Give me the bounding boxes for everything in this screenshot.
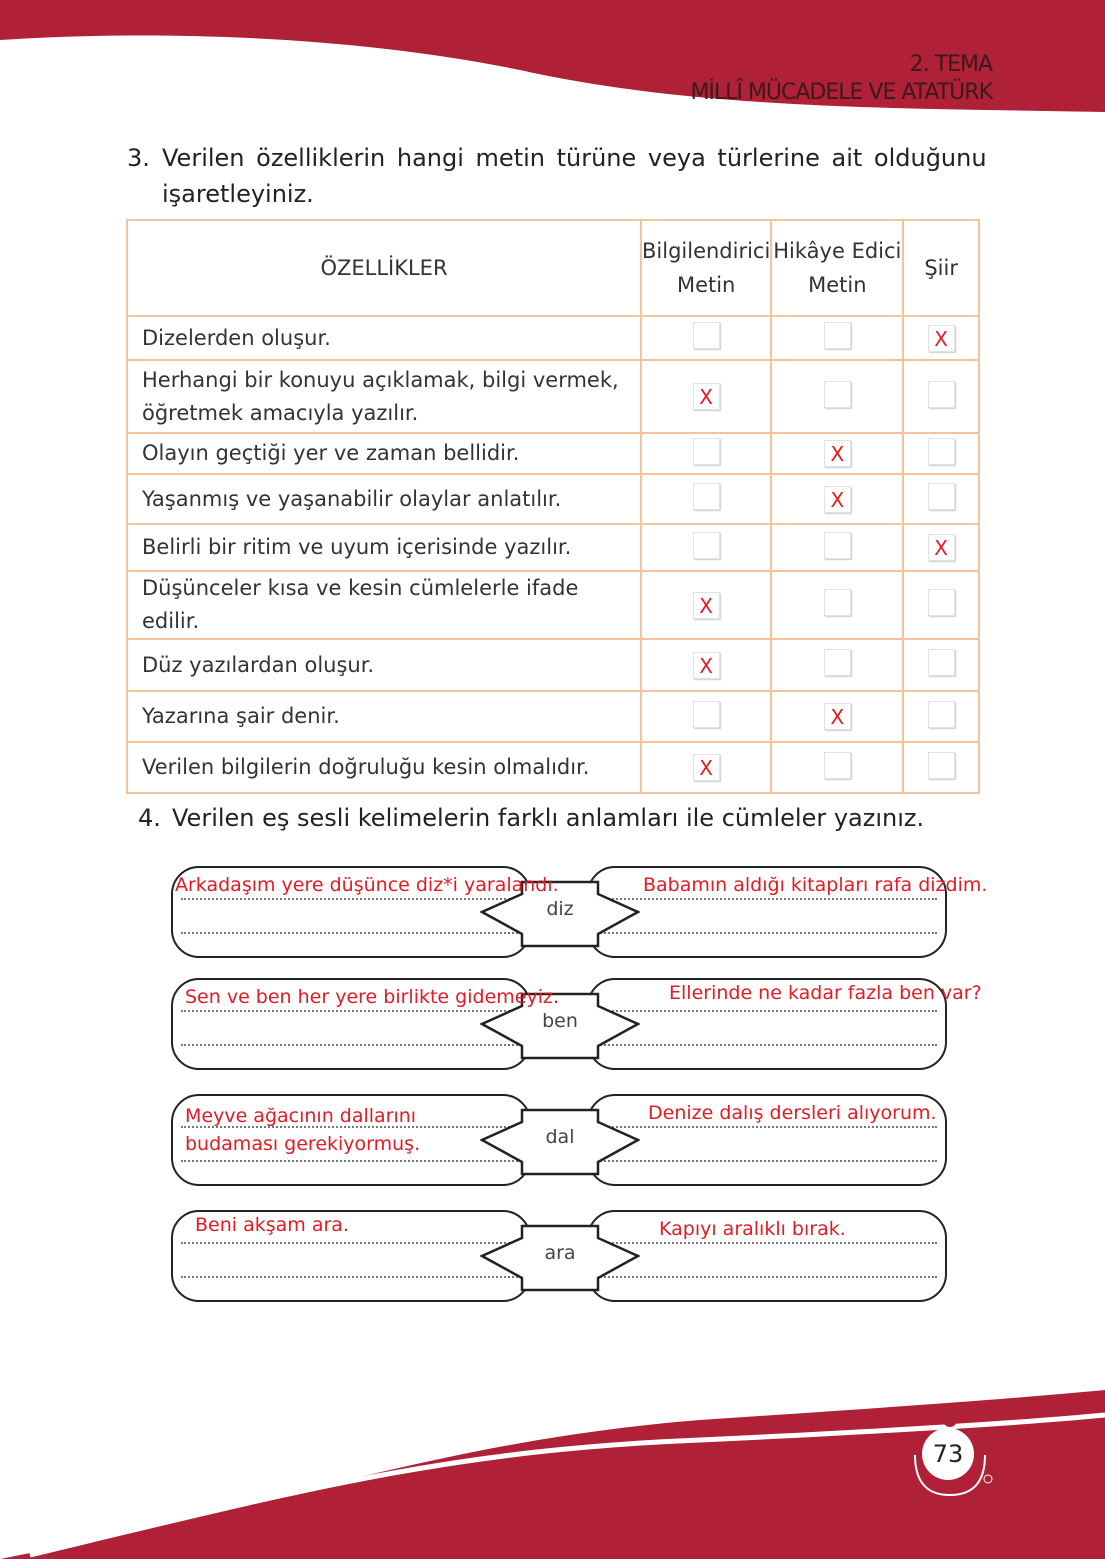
double-arrow-word: [480, 1210, 640, 1302]
homonym-word: diz: [546, 898, 574, 920]
checkbox-informative[interactable]: [693, 532, 720, 559]
right-answer: Babamın aldığı kitapları rafa dizdim.: [643, 874, 988, 896]
checkbox-poem[interactable]: [928, 483, 955, 510]
theme-title: MİLLÎ MÜCADELE VE ATATÜRK: [690, 80, 992, 105]
left-answer: Beni akşam ara.: [195, 1214, 349, 1236]
left-answer: Meyve ağacının dallarını budaması gerekiyormuş.: [185, 1105, 421, 1155]
feature-text: Yazarına şair denir.: [127, 691, 641, 742]
checkbox-informative[interactable]: X: [693, 592, 720, 619]
checkbox-narrative[interactable]: [824, 752, 851, 779]
checkbox-poem[interactable]: X: [928, 534, 955, 561]
header-features: ÖZELLİKLER: [127, 220, 641, 316]
feature-text: Dizelerden oluşur.: [127, 316, 641, 360]
checkbox-narrative[interactable]: X: [824, 703, 851, 730]
table-row: [127, 571, 979, 639]
checkbox-poem[interactable]: [928, 701, 955, 728]
right-answer: Kapıyı aralıklı bırak.: [659, 1218, 846, 1240]
checkbox-informative[interactable]: X: [693, 754, 720, 781]
feature-text: Belirli bir ritim ve uyum içerisinde yazılır.: [127, 524, 641, 571]
homonym-word: dal: [545, 1126, 575, 1148]
table-row: [127, 639, 979, 691]
feature-text: Düz yazılardan oluşur.: [127, 639, 641, 691]
header-narrative: Hikâye Edici Metin: [771, 220, 903, 316]
header-informative: Bilgilendirici Metin: [641, 220, 771, 316]
question-3-text-cont: işaretleyiniz.: [162, 180, 314, 208]
features-table: [126, 219, 980, 794]
checkbox-narrative[interactable]: [824, 589, 851, 616]
right-answer: Denize dalış dersleri alıyorum.: [648, 1102, 937, 1124]
table-row: [127, 433, 979, 474]
feature-text: Düşünceler kısa ve kesin cümlelerle ifade edilir.: [127, 571, 641, 639]
question-4-number: 4.: [138, 804, 161, 832]
homonym-word: ara: [544, 1242, 576, 1264]
checkbox-narrative[interactable]: [824, 322, 851, 349]
question-3-text: Verilen özelliklerin hangi metin türüne veya türlerine ait olduğunu: [162, 144, 987, 172]
question-4-text: Verilen eş sesli kelimelerin farklı anlamları ile cümleler yazınız.: [172, 804, 925, 832]
table-row: [127, 474, 979, 524]
right-answer: Ellerinde ne kadar fazla ben var?: [669, 982, 982, 1004]
checkbox-narrative[interactable]: [824, 649, 851, 676]
feature-text: Herhangi bir konuyu açıklamak, bilgi vermek, öğretmek amacıyla yazılır.: [127, 360, 641, 433]
checkbox-poem[interactable]: [928, 649, 955, 676]
checkbox-informative[interactable]: X: [693, 383, 720, 410]
checkbox-poem[interactable]: [928, 589, 955, 616]
feature-text: Verilen bilgilerin doğruluğu kesin olmalıdır.: [127, 742, 641, 793]
question-3-number: 3.: [127, 144, 150, 172]
checkbox-poem[interactable]: [928, 752, 955, 779]
checkbox-poem[interactable]: [928, 381, 955, 408]
header-poem: Şiir: [903, 220, 979, 316]
feature-text: Yaşanmış ve yaşanabilir olaylar anlatılır.: [127, 474, 641, 524]
checkbox-poem[interactable]: X: [928, 325, 955, 352]
table-row: [127, 742, 979, 793]
left-answer: Arkadaşım yere düşünce diz*i yaralandı.: [175, 874, 559, 896]
checkbox-narrative[interactable]: [824, 532, 851, 559]
table-row: [127, 316, 979, 360]
checkbox-informative[interactable]: [693, 701, 720, 728]
table-row: [127, 691, 979, 742]
checkbox-informative[interactable]: X: [693, 652, 720, 679]
table-row: [127, 524, 979, 571]
theme-number: 2. TEMA: [909, 52, 992, 77]
page-number-badge: 73: [922, 1428, 974, 1480]
checkbox-narrative[interactable]: X: [824, 440, 851, 467]
left-answer: Sen ve ben her yere birlikte gidemeyiz.: [185, 986, 559, 1008]
checkbox-informative[interactable]: [693, 322, 720, 349]
table-row: [127, 360, 979, 433]
checkbox-narrative[interactable]: X: [824, 486, 851, 513]
homonym-word: ben: [542, 1010, 578, 1032]
checkbox-narrative[interactable]: [824, 381, 851, 408]
checkbox-informative[interactable]: [693, 483, 720, 510]
feature-text: Olayın geçtiği yer ve zaman bellidir.: [127, 433, 641, 474]
checkbox-informative[interactable]: [693, 438, 720, 465]
checkbox-poem[interactable]: [928, 438, 955, 465]
